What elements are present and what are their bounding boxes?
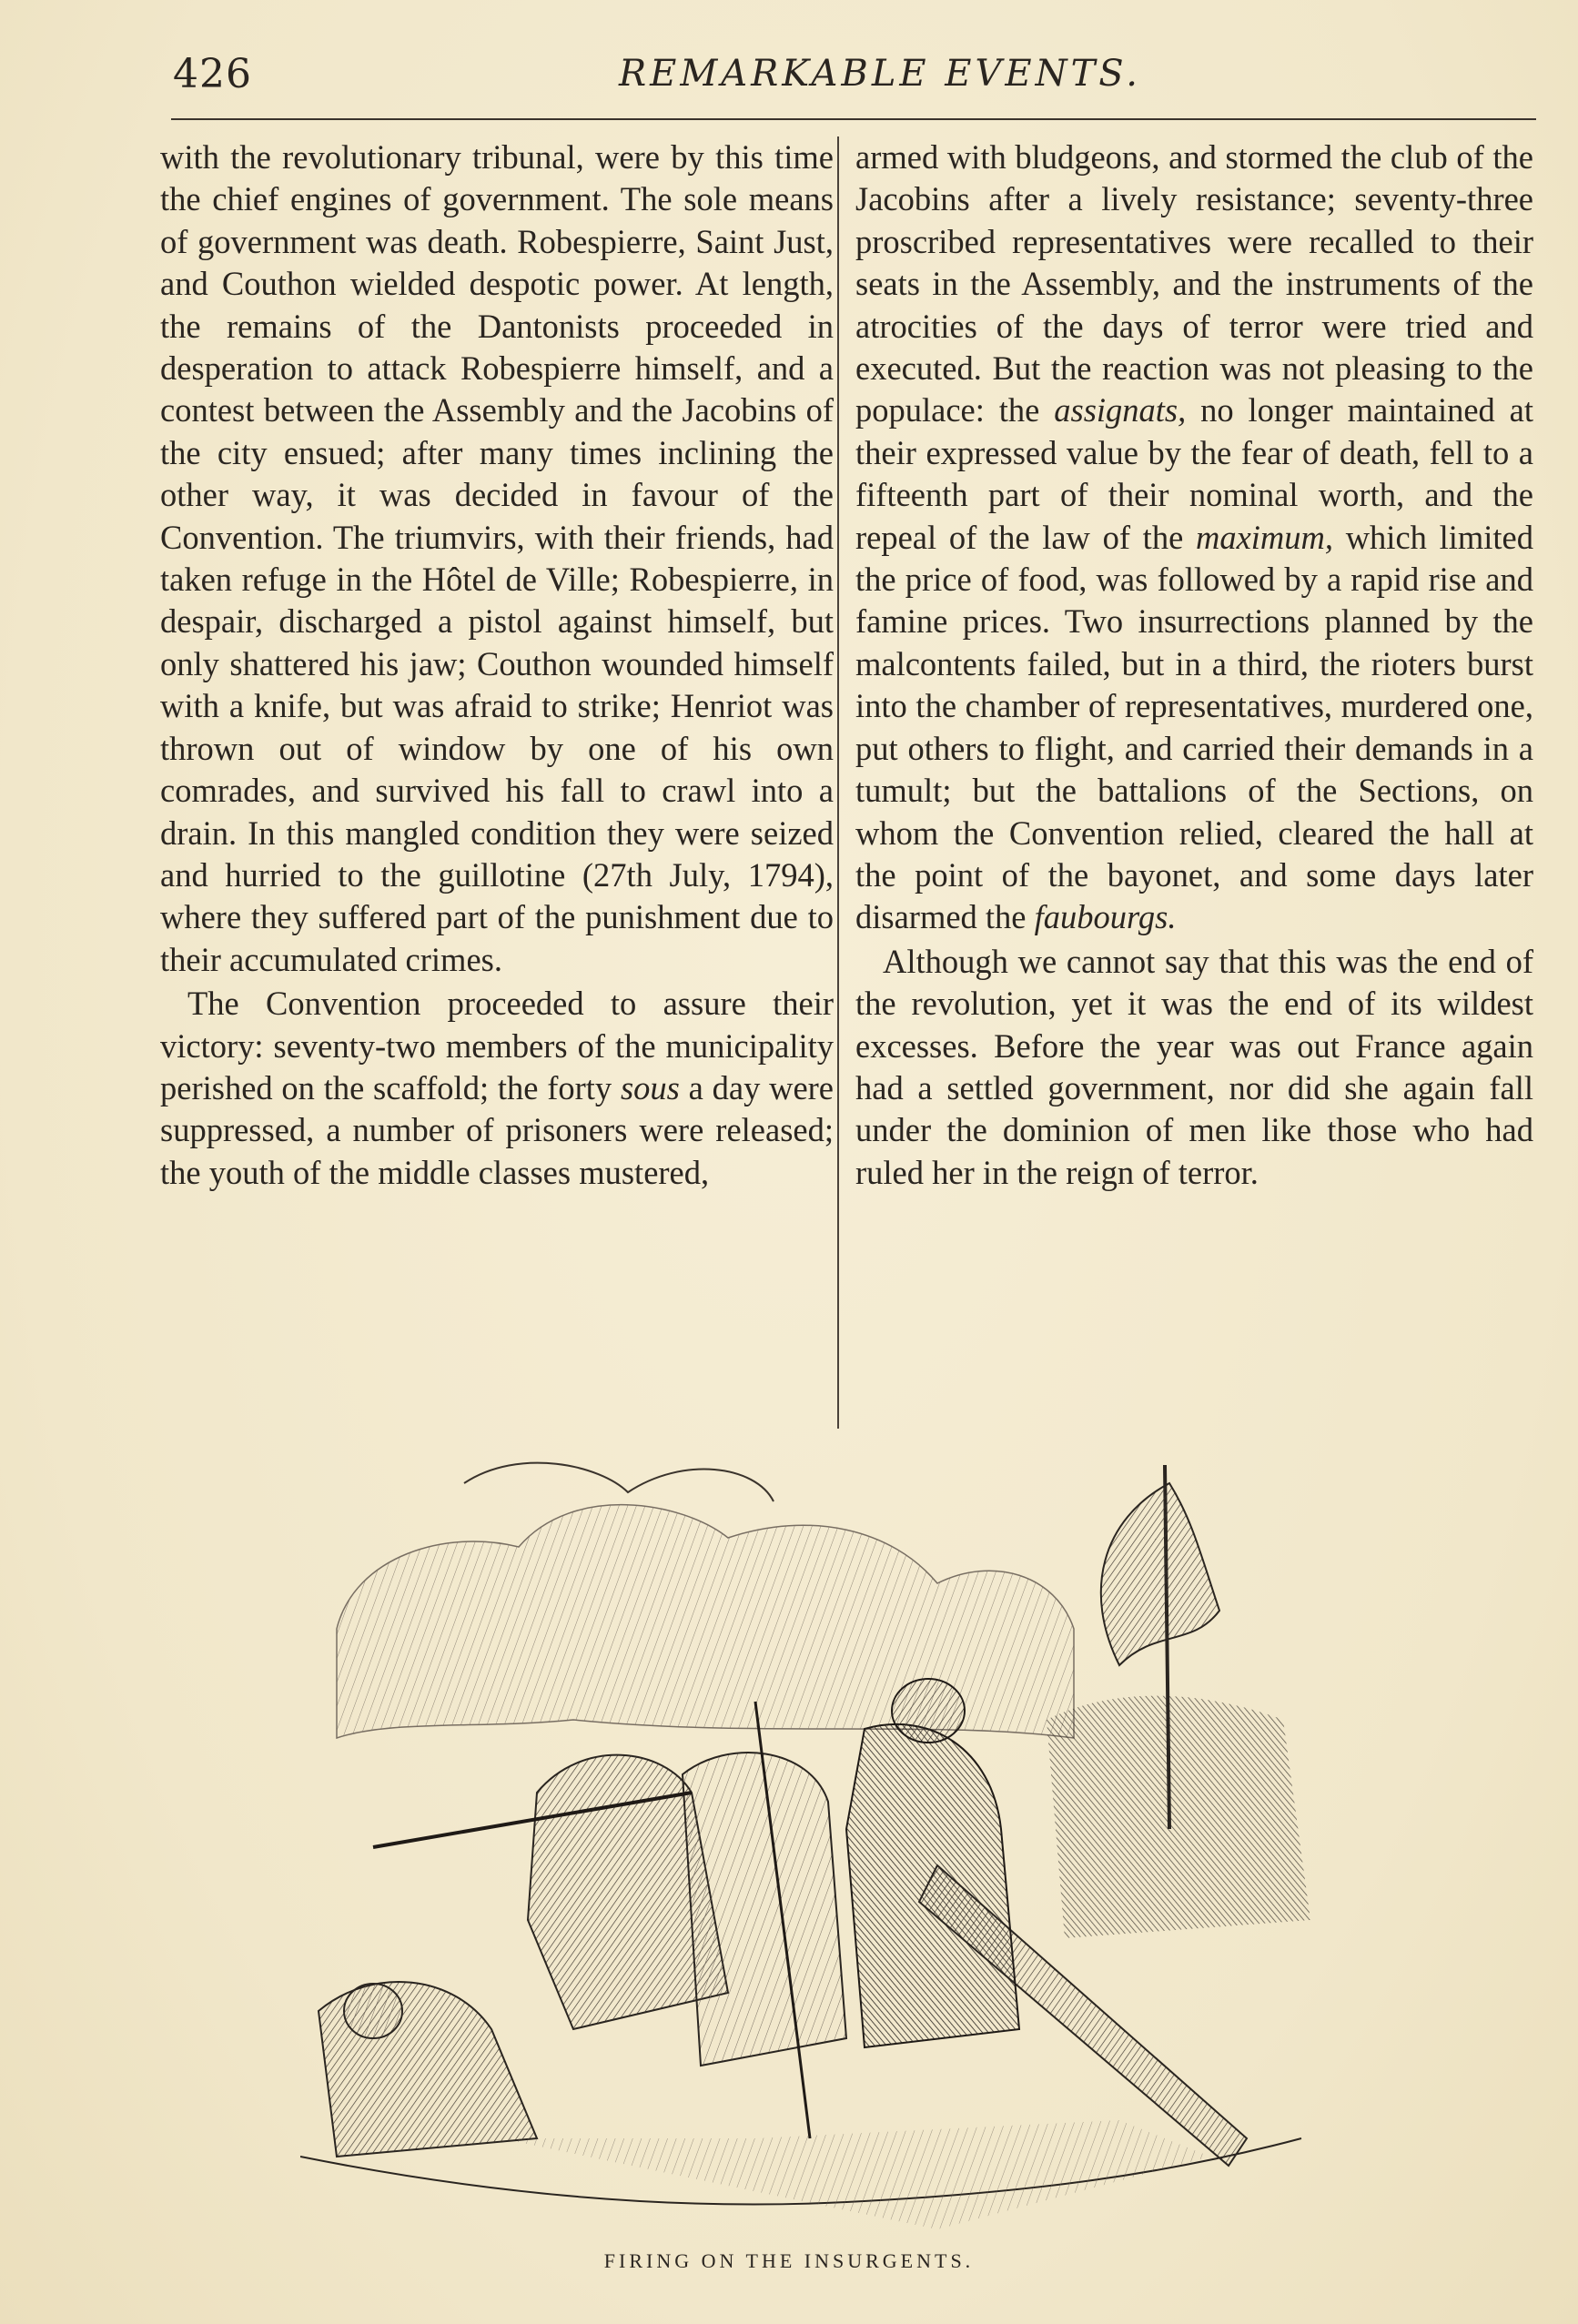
- flag: [1101, 1483, 1219, 1665]
- running-title: REMARKABLE EVENTS.: [619, 53, 1141, 95]
- paragraph: [160, 983, 834, 1194]
- text-column-right: [855, 136, 1533, 1194]
- page-header: [173, 47, 1538, 102]
- text-run: armed with bludgeons, and stormed the club of the Jacobins after a lively resistance; seventy-three proscribed representatives were recalled to their seats in the Assembly, and the instruments of the atrocities of the days of terror were tried and executed. But the reaction was not pleasing to the populace: the: [855, 138, 1533, 429]
- battle-scene-engraving: [300, 1447, 1329, 2238]
- italic-term: maximum,: [1195, 518, 1334, 556]
- paragraph: with the revolutionary tribunal, were by this time the chief engines of government. The sole means of government was death. Robespierre, Saint Just, and Couthon wielded despotic power. At length, the remains of the Dantonists proceeded in desperation to attack Robespierre himself, and a contest between the Assembly and the Jacobins of the city ensued; after many times inclining the other way, it was decided in favour of the Convention. The triumvirs, with their friends, had taken refuge in the Hôtel de Ville; Robespierre, in despair, discharged a pistol against himself, but only shattered his jaw; Couthon wounded himself with a knife, but was afraid to strike; Henriot was thrown out of window by one of his own comrades, and survived his fall to crawl into a drain. In this mangled condition they were seized and hurried to the guillotine (27th July, 1794), where they suffered part of the punishment due to their accumulated crimes.: [160, 138, 834, 978]
- fallen-head: [344, 1984, 402, 2038]
- figure-caption: FIRING ON THE INSURGENTS.: [603, 2249, 975, 2272]
- text-column-left: [160, 136, 834, 1194]
- engraving-illustration: [300, 1447, 1329, 2238]
- header-rule: [171, 118, 1536, 120]
- italic-term: assignats,: [1054, 391, 1187, 429]
- soldier-center: [846, 1724, 1019, 2047]
- ground-shading: [501, 2120, 1210, 2229]
- smoke-outline: [464, 1463, 774, 1501]
- italic-term: faubourgs.: [1034, 898, 1177, 936]
- italic-term: sous: [620, 1068, 680, 1106]
- soldier-left-2: [683, 1753, 846, 2066]
- troops-right: [1047, 1696, 1310, 1938]
- text-run: which limited the price of food, was followed by a rapid rise and famine prices. Two insurrections planned by the malcontents failed, but in a third, the rioters burst into the chamber of representatives, murdered one, put others to flight, and carried their demands in a tumult; but the battalions of the Sections, on whom the Convention relied, cleared the hall at the point of the bayonet, and some days later disarmed the: [855, 518, 1533, 936]
- soldier-head: [892, 1679, 965, 1743]
- text-run: no longer maintained at their expressed value by the fear of death, fell to a fifteenth part of their nominal worth, and the repeal of the law of the: [855, 391, 1534, 556]
- text-run: The Convention proceeded to assure their victory: seventy-two members of the municipality perished on the scaffold; the forty: [160, 985, 834, 1106]
- text-run: a day were suppressed, a number of prisoners were released; the youth of the middle classes mustered,: [160, 1068, 835, 1191]
- column-divider: [837, 136, 839, 1429]
- page-number: 426: [173, 51, 252, 97]
- paragraph: Although we cannot say that this was the end of the revolution, yet it was the end of its wildest excesses. Before the year was out France again had a settled government, nor did she again fall under the dominion of men like those who had ruled her in the reign of terror.: [855, 942, 1533, 1191]
- paragraph: [855, 136, 1533, 939]
